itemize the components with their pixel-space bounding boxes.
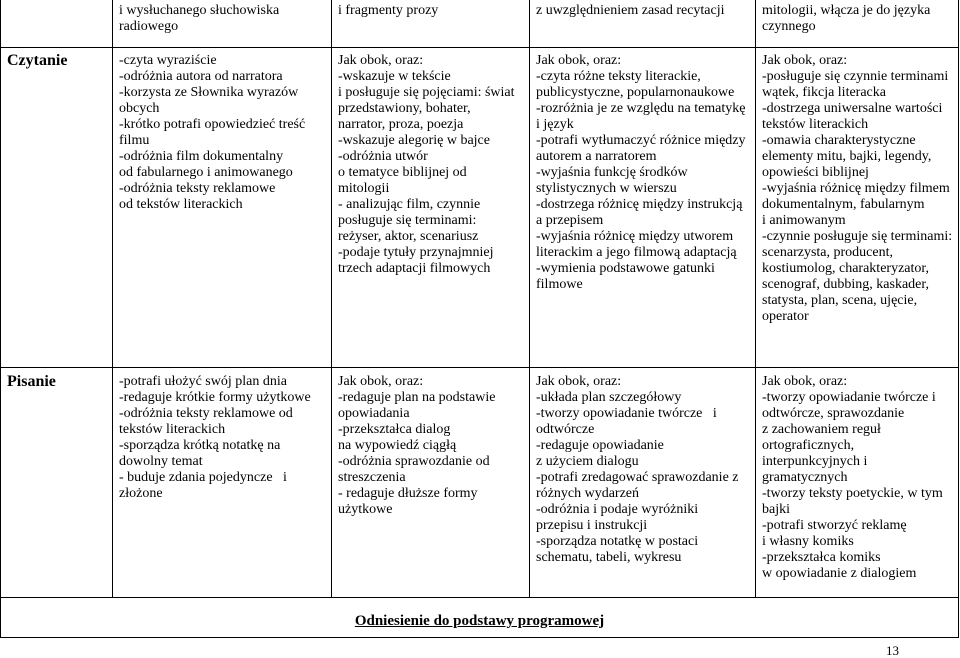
- cell-line: narrator, proza, poezja: [338, 117, 464, 132]
- cell-line: czynnego: [762, 19, 816, 34]
- cell-line: - analizując film, czynnie: [338, 197, 481, 212]
- cell-line: różnych wydarzeń: [536, 486, 640, 501]
- cell-line: streszczenia: [338, 470, 406, 485]
- cell-line: od tekstów literackich: [119, 197, 243, 212]
- row-header-label: Czytanie: [7, 52, 68, 69]
- cell-line: schematu, tabeli, wykresu: [536, 550, 682, 565]
- cell-line: -czyta wyraziście: [119, 53, 217, 68]
- cell-line: na wypowiedź ciągłą: [338, 438, 457, 453]
- table-cell: [332, 0, 529, 47]
- row-header-label: Pisanie: [7, 373, 56, 390]
- table-cell: [756, 368, 958, 597]
- cell-line: i animowanym: [762, 213, 846, 228]
- cell-line: publicystyczne, popularnonaukowe: [536, 85, 735, 100]
- cell-line: opowiadania: [338, 406, 410, 421]
- cell-line: -tworzy opowiadanie twórcze i: [536, 406, 717, 421]
- table-cell: [113, 0, 331, 47]
- cell-line: -wymienia podstawowe gatunki: [536, 261, 715, 276]
- cell-line: odtwórcze, sprawozdanie: [762, 406, 905, 421]
- cell-line: -czyta różne teksty literackie,: [536, 69, 701, 84]
- cell-line: -sporządza krótką notatkę na: [119, 438, 281, 453]
- cell-line: dokumentalnym, fabularnym: [762, 197, 925, 212]
- cell-line: -potrafi stworzyć reklamę: [762, 518, 907, 533]
- cell-line: trzech adaptacji filmowych: [338, 261, 491, 276]
- cell-line: -podaje tytuły przynajmniej: [338, 245, 494, 260]
- cell-line: - buduje zdania pojedyncze i: [119, 470, 287, 485]
- cell-line: -sporządza notatkę w postaci: [536, 534, 699, 549]
- cell-line: Jak obok, oraz:: [536, 53, 622, 68]
- cell-line: -redaguje krótkie formy użytkowe: [119, 390, 311, 405]
- table-cell: [332, 48, 529, 367]
- cell-line: dowolny temat: [119, 454, 203, 469]
- cell-line: -wyjaśnia różnicę między filmem: [762, 181, 950, 196]
- table-cell: [332, 368, 529, 597]
- cell-line: -redaguje plan na podstawie: [338, 390, 496, 405]
- table-cell: [113, 368, 331, 597]
- table-footer-row: [1, 598, 958, 637]
- cell-line: opowieści biblijnej: [762, 165, 869, 180]
- cell-line: Jak obok, oraz:: [338, 374, 424, 389]
- table-cell: [530, 48, 755, 367]
- cell-line: -omawia charakterystyczne: [762, 133, 916, 148]
- cell-line: scenarzysta, producent,: [762, 245, 893, 260]
- cell-line: -potrafi zredagować sprawozdanie z: [536, 470, 739, 485]
- cell-line: obcych: [119, 101, 160, 116]
- cell-line: tekstów literackich: [762, 117, 869, 132]
- cell-line: interpunkcyjnych i: [762, 454, 868, 469]
- cell-line: i własny komiks: [762, 534, 854, 549]
- cell-line: -czynnie posługuje się terminami:: [762, 229, 953, 244]
- table-cell: [756, 0, 958, 47]
- cell-line: posługuje się terminami:: [338, 213, 477, 228]
- cell-line: wątek, fikcja literacka: [762, 85, 886, 100]
- cell-line: -układa plan szczegółowy: [536, 390, 682, 405]
- cell-line: i posługuje się pojęciami: świat: [338, 85, 515, 100]
- cell-line: mitologii: [338, 181, 390, 196]
- cell-line: literackim a jego filmową adaptacją: [536, 245, 737, 260]
- cell-line: o tematyce biblijnej od: [338, 165, 467, 180]
- cell-line: stylistycznych w wierszu: [536, 181, 677, 196]
- cell-line: -krótko potrafi opowiedzieć treść: [119, 117, 306, 132]
- cell-line: -wyjaśnia funkcję środków: [536, 165, 688, 180]
- page-number: 13: [886, 643, 899, 658]
- cell-line: mitologii, włącza je do języka: [762, 3, 931, 18]
- cell-line: -korzysta ze Słownika wyrazów: [119, 85, 299, 100]
- cell-line: Jak obok, oraz:: [536, 374, 622, 389]
- cell-line: ortograficznych,: [762, 438, 855, 453]
- cell-line: złożone: [119, 486, 163, 501]
- cell-line: scenograf, dubbing, kaskader,: [762, 277, 929, 292]
- cell-line: Jak obok, oraz:: [762, 53, 848, 68]
- cell-line: przedstawiony, bohater,: [338, 101, 471, 116]
- cell-line: -wskazuje w tekście: [338, 69, 451, 84]
- cell-line: -odróżnia teksty reklamowe: [119, 181, 276, 196]
- table-cell: [756, 48, 958, 367]
- cell-line: od fabularnego i animowanego: [119, 165, 293, 180]
- cell-line: tekstów literackich: [119, 422, 226, 437]
- cell-line: -redaguje opowiadanie: [536, 438, 664, 453]
- cell-line: Jak obok, oraz:: [338, 53, 424, 68]
- cell-line: z użyciem dialogu: [536, 454, 639, 469]
- cell-line: operator: [762, 309, 809, 324]
- cell-line: w opowiadanie z dialogiem: [762, 566, 917, 581]
- cell-line: -wyjaśnia różnicę między utworem: [536, 229, 734, 244]
- cell-line: elementy mitu, bajki, legendy,: [762, 149, 932, 164]
- cell-line: -tworzy teksty poetyckie, w tym: [762, 486, 943, 501]
- cell-line: odtwórcze: [536, 422, 595, 437]
- footer-heading: Odniesienie do podstawy programowej: [354, 613, 605, 629]
- cell-line: bajki: [762, 502, 790, 517]
- cell-line: autorem a narratorem: [536, 149, 657, 164]
- table-cell: [530, 368, 755, 597]
- row-header-cell: [1, 368, 112, 597]
- cell-line: i wysłuchanego słuchowiska: [119, 3, 280, 18]
- cell-line: -dostrzega różnicę między instrukcją: [536, 197, 743, 212]
- cell-line: i fragmenty prozy: [338, 3, 439, 18]
- cell-line: statysta, plan, scena, ujęcie,: [762, 293, 918, 308]
- table-cell: [530, 0, 755, 47]
- cell-line: -odróżnia autora od narratora: [119, 69, 283, 84]
- cell-line: -odróżnia utwór: [338, 149, 428, 164]
- cell-line: filmowe: [536, 277, 583, 292]
- table-cell: [113, 48, 331, 367]
- cell-line: użytkowe: [338, 502, 393, 517]
- cell-line: - redaguje dłuższe formy: [338, 486, 478, 501]
- cell-line: -przekształca komiks: [762, 550, 881, 565]
- cell-line: radiowego: [119, 19, 179, 34]
- cell-line: -odróżnia film dokumentalny: [119, 149, 284, 164]
- cell-line: -odróżnia teksty reklamowe od: [119, 406, 293, 421]
- cell-line: -potrafi wytłumaczyć różnice między: [536, 133, 746, 148]
- cell-line: -przekształca dialog: [338, 422, 451, 437]
- cell-line: -posługuje się czynnie terminami: [762, 69, 949, 84]
- cell-line: -rozróżnia je ze względu na tematykę: [536, 101, 746, 116]
- cell-line: i język: [536, 117, 574, 132]
- row-header-cell: [1, 0, 112, 47]
- cell-line: filmu: [119, 133, 150, 148]
- cell-line: reżyser, aktor, scenariusz: [338, 229, 479, 244]
- cell-line: -potrafi ułożyć swój plan dnia: [119, 374, 287, 389]
- cell-line: Jak obok, oraz:: [762, 374, 848, 389]
- cell-line: z zachowaniem reguł: [762, 422, 881, 437]
- cell-line: -odróżnia sprawozdanie od: [338, 454, 490, 469]
- cell-line: -tworzy opowiadanie twórcze i: [762, 390, 936, 405]
- cell-line: -wskazuje alegorię w bajce: [338, 133, 490, 148]
- cell-line: -dostrzega uniwersalne wartości: [762, 101, 943, 116]
- cell-line: kostiumolog, charakteryzator,: [762, 261, 929, 276]
- cell-line: przepisu i instrukcji: [536, 518, 648, 533]
- cell-line: z uwzględnieniem zasad recytacji: [536, 3, 725, 18]
- row-header-cell: [1, 48, 112, 367]
- cell-line: -odróżnia i podaje wyróżniki: [536, 502, 699, 517]
- cell-line: a przepisem: [536, 213, 604, 228]
- cell-line: gramatycznych: [762, 470, 848, 485]
